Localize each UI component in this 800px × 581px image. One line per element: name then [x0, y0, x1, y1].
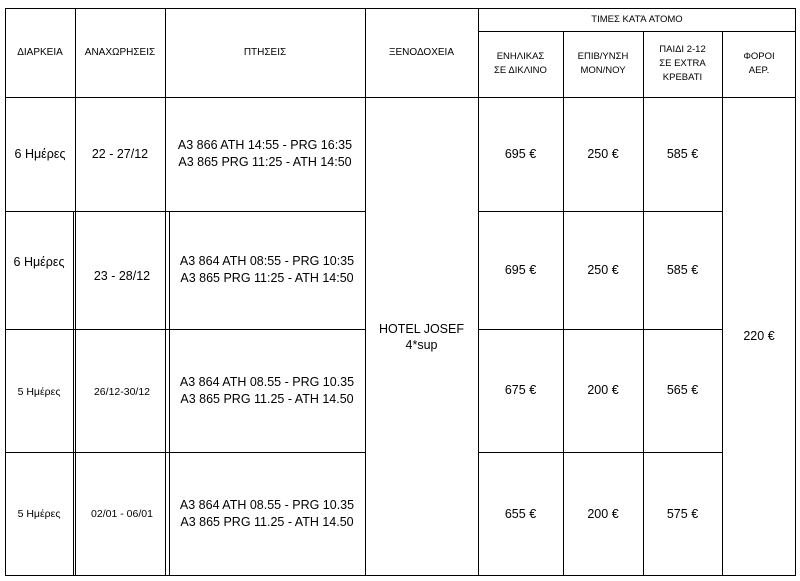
- row3-dates: 26/12-30/12: [93, 386, 151, 398]
- row1-flights: A3 866 ATH 14:55 - PRG 16:35 A3 865 PRG 11:25 - ATH 14:50: [177, 138, 353, 169]
- header-hotels: ΞΕΝΟΔΟΧΕΙΑ: [389, 46, 454, 58]
- row2-duration: 6 Ημέρες: [13, 254, 65, 269]
- header-single: ΕΠΙΒ/ΥΝΣΗ ΜΟΝ/ΝΟΥ: [577, 51, 629, 76]
- row2-child-price: 585 €: [666, 262, 699, 277]
- header-taxes: ΦΟΡΟΙ ΑΕΡ.: [743, 51, 775, 76]
- row2-dates: 23 - 28/12: [93, 268, 151, 283]
- row3-child-price: 565 €: [666, 383, 699, 397]
- row1-adult-price: 695 €: [504, 146, 537, 161]
- row4-adult-price: 655 €: [504, 506, 537, 521]
- row1-duration: 6 Ημέρες: [14, 146, 66, 161]
- row1-single-price: 250 €: [587, 146, 619, 161]
- price-table: [5, 8, 796, 576]
- hotel-category: 4*sup: [405, 337, 438, 352]
- header-flights: ΠΤΗΣΕΙΣ: [243, 46, 287, 58]
- row2-flights: A3 864 ATH 08:55 - PRG 10:35 A3 865 PRG 11:25 - ATH 14:50: [179, 254, 355, 285]
- header-departures: ΑΝΑΧΩΡΗΣΕΙΣ: [84, 46, 156, 58]
- row2-single-price: 250 €: [587, 262, 619, 277]
- row4-dates: 02/01 - 06/01: [91, 507, 153, 520]
- row4-single-price: 200 €: [587, 506, 619, 521]
- hotel-cell: [365, 97, 478, 576]
- row3-single-price: 200 €: [587, 383, 619, 397]
- row4-child-price: 575 €: [666, 506, 699, 521]
- row3-duration: 5 Ημέρες: [17, 386, 61, 398]
- row2-adult-price: 695 €: [504, 262, 537, 277]
- airport-taxes-value: 220 €: [743, 329, 775, 343]
- row4-duration: 5 Ημέρες: [17, 507, 61, 520]
- row1-child-price: 585 €: [666, 146, 699, 161]
- row1-dates: 22 - 27/12: [91, 146, 149, 161]
- header-child: ΠΑΙΔΙ 2-12 ΣΕ EXTRA ΚΡΕΒΑΤΙ: [659, 44, 706, 83]
- header-duration: ΔΙΑΡΚΕΙΑ: [17, 46, 63, 58]
- hotel-name: HOTEL JOSEF: [379, 321, 464, 336]
- row3-flights: A3 864 ATH 08.55 - PRG 10.35 A3 865 PRG 11.25 - ATH 14.50: [179, 374, 355, 406]
- row4-flights: A3 864 ATH 08.55 - PRG 10.35 A3 865 PRG 11.25 - ATH 14.50: [179, 498, 355, 529]
- row3-adult-price: 675 €: [504, 383, 537, 397]
- header-prices-group: ΤΙΜΕΣ ΚΑΤΆ ΑΤΟΜΟ: [591, 13, 683, 25]
- header-adults: ΕΝΗΛΙΚΑΣ ΣΕ ΔΙΚΛΙΝΟ: [494, 51, 547, 76]
